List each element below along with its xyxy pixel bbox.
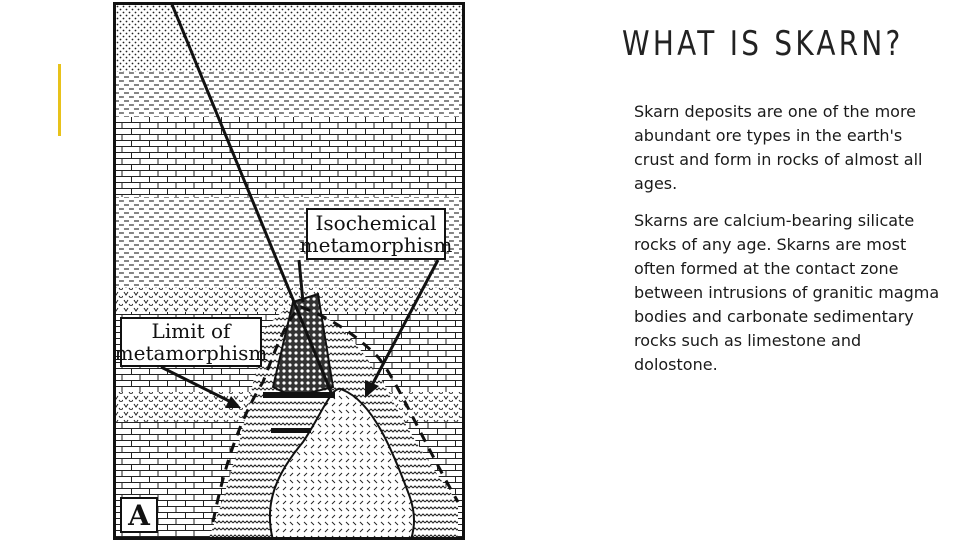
panel-letter-box [121,498,157,532]
label-limit [115,318,268,366]
slide-title: WHAT IS SKARN? [622,24,904,64]
label-limit-line2: metamorphism [114,341,268,365]
label-isochemical-line1: Isochemical [315,211,437,235]
label-isochemical-line2: metamorphism [299,233,453,257]
skarn-diagram [113,2,465,540]
panel-letter: A [128,499,150,532]
slide-body [634,100,944,390]
paragraph-2: Skarns are calcium-bearing silicate rocks of any age. Skarns are most often formed at the contact zone between intrusions of granitic magma bodies and carbonate sedimentary rocks such as limestone and dolostone. [634,211,940,374]
paragraph-1: Skarn deposits are one of the more abundant ore types in the earth's crust and form in rocks of almost all ages. [634,102,923,193]
label-isochemical [300,209,453,259]
accent-bar [58,64,61,136]
label-limit-line1: Limit of [151,319,231,343]
